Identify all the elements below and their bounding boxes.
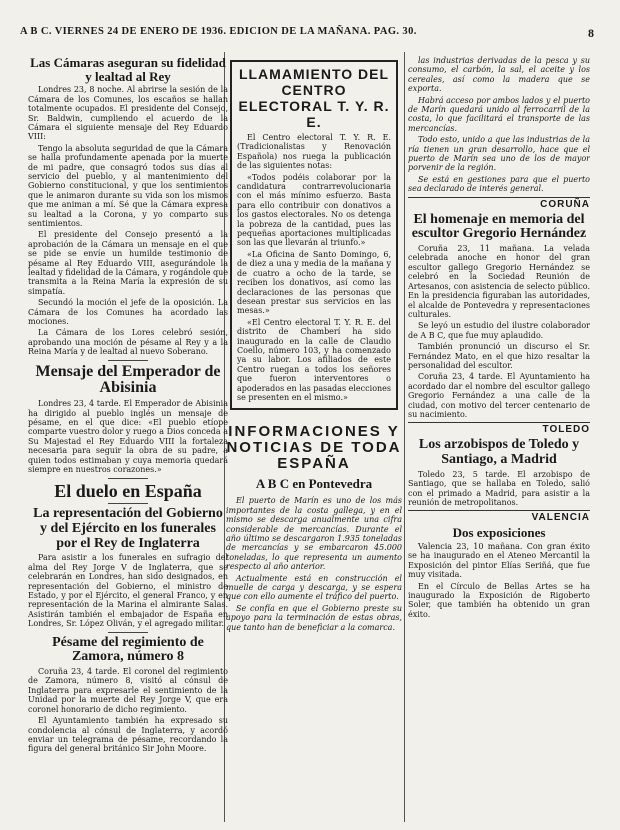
- article-paragraph: También pronunció un discurso el Sr. Fernández Mato, en el que hizo resaltar la personalidad del escultor.: [408, 342, 590, 370]
- article-paragraph: El presidente del Consejo presentó a la aprobación de la Cámara un mensaje en el que se pide se envíe un humilde testimonio de pésame al Rey Eduardo VIII, asegurándole la lealtad y fidelidad de la Cámara, y rogándole que transmita a la Reina María la expresión de su simpatía.: [28, 230, 228, 296]
- column-2: [226, 56, 402, 826]
- box-title: LLAMAMIENTO DEL CENTRO ELECTORAL T. Y. R. E.: [238, 66, 390, 130]
- article-paragraph: El Centro electoral T. Y. R. E. (Tradicionalistas y Renovación Española) nos ruega la publicación de las siguientes notas:: [237, 133, 391, 171]
- article-paragraph: Toledo 23, 5 tarde. El arzobispo de Santiago, que se hallaba en Toledo, salió con el primado a Madrid, para asistir a la reunión de metropolitanos.: [408, 469, 590, 507]
- article-paragraph: Tengo la absoluta seguridad de que la Cámara se halla profundamente apenada por la muerte de mi padre, que consagró todos sus días al servicio del pueblo, y al mantenimiento del Gobierno constitucional, y que los sentimientos que le animaron durante su vida son los mismos que me animan a mí. Sé que la Cámara expresa su lealtad a la Corona, y yo comparto sus sentimientos.: [28, 143, 228, 228]
- article-paragraph: Habrá acceso por ambos lados y el puerto de Marín quedará unido al ferrocarril de la costa, lo que facilitará el transporte de las mercancías.: [408, 95, 590, 133]
- article-title: Dos exposiciones: [452, 525, 546, 541]
- article-title: Los arzobispos de Toledo y Santiago, a Madrid: [418, 437, 580, 468]
- article-paragraph: El Ayuntamiento también ha expresado su condolencia al cónsul de Inglaterra, y acordó enviar un telegrama de pésame, recordando la figura del general británico Sir John Moore.: [28, 716, 228, 754]
- section-label: VALENCIA: [408, 510, 590, 523]
- article-title: Pésame del regimiento de Zamora, número 8: [52, 634, 204, 665]
- section-banner: INFORMACIONES Y NOTICIAS DE TODA ESPAÑA: [226, 423, 402, 473]
- announcement-box: [230, 60, 398, 410]
- article-paragraph: Coruña 23, 4 tarde. El coronel del regimiento de Zamora, número 8, visitó al cónsul de Inglaterra para expresarle el sentimiento de la Unidad por la muerte del Rey Jorge V, que era coronel honorario de dicho regimiento.: [28, 667, 228, 714]
- article-paragraph: Se está en gestiones para que el puerto sea declarado de interés general.: [408, 174, 590, 194]
- article-paragraph: Actualmente está en construcción el muelle de carga y descarga, y se espera que con ello aumente el tráfico del puerto.: [226, 573, 402, 602]
- separator: [108, 632, 148, 633]
- article-title: A B C en Pontevedra: [255, 476, 373, 492]
- article-paragraph: Se confía en que el Gobierno preste su apoyo para la terminación de estas obras, que tanto han de beneficiar a la comarca.: [226, 603, 402, 632]
- column-rule: [404, 52, 405, 822]
- article-title: Mensaje del Emperador de Abisinia: [35, 362, 221, 397]
- article-paragraph: Coruña 23, 11 mañana. La velada celebrada anoche en honor del gran escultor gallego Gregorio Hernández se celebró en la Sociedad Reunión de Artesanos, con asistencia de selecto público. En la presidencia figuraban las autoridades, el alcalde de Pontevedra y representaciones culturales.: [408, 244, 590, 319]
- header-line: A B C. VIERNES 24 DE ENERO DE 1936. EDICION DE LA MAÑANA. PAG. 30.: [20, 26, 417, 37]
- separator: [108, 360, 148, 361]
- article-title: El homenaje en memoria del escultor Gregorio Hernández: [411, 211, 587, 242]
- section-title: El duelo en España: [54, 480, 202, 501]
- article-paragraph: El puerto de Marín es uno de los más importantes de la costa gallega, y en el mismo se descarga anualmente una cifra considerable de mercancías. Durante el año último se descargaron 1.935 toneladas de mercancías y se embarcaron 45.000 toneladas, lo que representa un aumento respecto al año anterior.: [226, 496, 402, 572]
- article-paragraph: «La Oficina de Santo Domingo, 6, de diez a una y media de la mañana y de cuatro a ocho de la tarde, se reciben los donativos, así como las declaraciones de las personas que desean prestar sus servicios en las mesas.»: [237, 249, 391, 316]
- separator: [108, 503, 148, 504]
- article-title: La representación del Gobierno y del Ejército en los funerales por el Rey de Inglaterra: [33, 506, 223, 551]
- column-1: [28, 56, 228, 826]
- article-paragraph: las industrias derivadas de la pesca y su consumo, el carbón, la sal, el aceite y los cereales, así como la madera que se exporta.: [408, 56, 590, 94]
- article-paragraph: Se leyó un estudio del ilustre colaborador de A B C, que fue muy aplaudido.: [408, 321, 590, 340]
- article-title: Las Cámaras aseguran su fidelidad y lealtad al Rey: [30, 56, 226, 84]
- article-paragraph: Secundó la moción el jefe de la oposición. La Cámara de los Comunes ha acordado las mociones.: [28, 298, 228, 327]
- article-paragraph: Todo esto, unido a que las industrias de la ría tienen un gran desarrollo, hace que el puerto de Marín sea uno de los de mayor porvenir de la región.: [408, 135, 590, 173]
- page-header: [20, 26, 595, 46]
- article-paragraph: Coruña 23, 4 tarde. El Ayuntamiento ha acordado dar el nombre del escultor gallego Gregorio Fernández a una calle de la ciudad, con motivo del tercer centenario de su nacimiento.: [408, 372, 590, 419]
- article-paragraph: La Cámara de los Lores celebró sesión, aprobando una moción de pésame al Rey y a la Reina María y de lealtad al nuevo Soberano.: [28, 328, 228, 357]
- section-label: CORUÑA: [408, 197, 590, 210]
- article-paragraph: Londres 23, 8 noche. Al abrirse la sesión de la Cámara de los Comunes, los escaños se hallan totalmente ocupados. El presidente del Consejo, Sr. Baldwin, cumpliendo el acuerdo de la Cámara el siguiente mensaje del Rey Eduardo VIII:: [28, 85, 228, 142]
- article-paragraph: Valencia 23, 10 mañana. Con gran éxito se ha inaugurado en el Ateneo Mercantil la Exposición del pintor Elías Seriñá, que fue muy visitada.: [408, 542, 590, 580]
- section-label: TOLEDO: [408, 422, 590, 435]
- column-3: [408, 56, 590, 826]
- separator: [108, 478, 148, 479]
- article-paragraph: «Todos podéis colaborar por la candidatura contrarrevolucionaria con el más mínimo esfuerzo. Basta para ello contribuir con donativos a los gastos electorales. No os detenga la pobreza de la cantidad, pues las pequeñas aportaciones multiplicadas son las que llevarán al triunfo.»: [237, 172, 391, 248]
- article-paragraph: En el Círculo de Bellas Artes se ha inaugurado la Exposición de Rigoberto Soler, que también ha obtenido un gran éxito.: [408, 581, 590, 619]
- page-mark: 8: [588, 26, 595, 40]
- article-paragraph: Para asistir a los funerales en sufragio del alma del Rey Jorge V de Inglaterra, que se celebrarán en Londres, han sido designados, en representación del Gobierno, el ministro de Estado, y por el Ejército, el general Franco, y en representación de la Marina el almirante Salas. Asistirán también el embajador de España en Londres, Sr. López Oliván, y el agregado militar.: [28, 553, 228, 629]
- article-paragraph: «El Centro electoral T. Y. R. E. del distrito de Chamberí ha sido inaugurado en la calle de Claudio Coello, número 103, y ha comenzado ya su labor. Los afiliados de este Centro ruegan a todos los señores que fueron interventores o apoderados en las pasadas elecciones se presenten en el mismo.»: [237, 317, 391, 402]
- article-paragraph: Londres 23, 4 tarde. El Emperador de Abisinia ha dirigido al pueblo inglés un mensaje de pésame, en el que dice: «El pueblo etíope comparte vuestro dolor y ruego a Dios conceda a Su Majestad el Rey Eduardo VIII la fortaleza necesaria para seguir la obra de su padre, a quien todos estimaban y cuya memoria quedará siempre en nuestros corazones.»: [28, 399, 228, 475]
